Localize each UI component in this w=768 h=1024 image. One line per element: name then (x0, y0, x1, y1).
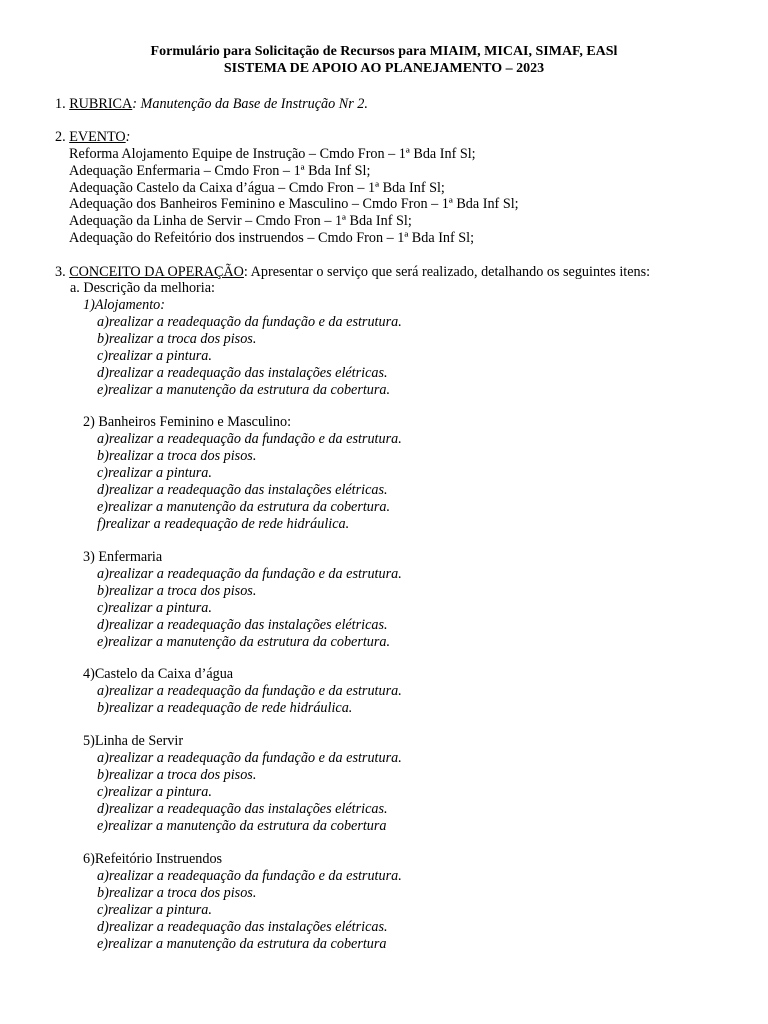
list-item-marker: c) (97, 784, 109, 800)
section-title: 6)Refeitório Instruendos (83, 851, 223, 867)
rubrica-value: Manutenção da Base de Instrução Nr 2. (140, 96, 368, 112)
list-item-marker: b) (97, 885, 109, 901)
section-list-item (97, 516, 349, 533)
section-title: 2) Banheiros Feminino e Masculino: (83, 414, 292, 430)
list-item-marker: e) (97, 634, 109, 650)
conceito-label: CONCEITO DA OPERAÇÃO (69, 264, 244, 280)
evento-heading (55, 129, 130, 146)
list-item-marker: b) (97, 448, 109, 464)
section-list-item (97, 465, 212, 482)
section-list-item (97, 482, 388, 499)
section-list-item (97, 566, 402, 583)
evento-item: Adequação do Refeitório dos instruendos – Cmdo Fron – 1ª Bda Inf Sl; (69, 230, 475, 246)
list-item-marker: e) (97, 936, 109, 952)
list-item-text: realizar a troca dos pisos. (108, 767, 257, 783)
section-list-item (97, 365, 388, 382)
list-item-marker: f) (97, 516, 106, 532)
section-list-item (97, 700, 352, 717)
list-item-text: realizar a troca dos pisos. (108, 583, 257, 599)
rubrica-number: 1. (55, 96, 66, 112)
list-item-text: realizar a readequação das instalações elétricas. (108, 482, 388, 498)
document-title-line-1: Formulário para Solicitação de Recursos para MIAIM, MICAI, SIMAF, EASl (150, 44, 618, 59)
list-item-text: realizar a pintura. (108, 902, 212, 918)
list-item-marker: c) (97, 465, 109, 481)
section-list-item (97, 818, 387, 835)
list-item-text: realizar a readequação das instalações elétricas. (108, 919, 388, 935)
list-item-text: realizar a readequação das instalações elétricas. (108, 617, 388, 633)
section-list-item (97, 382, 390, 399)
section-list-item (97, 885, 256, 902)
evento-item: Adequação Enfermaria – Cmdo Fron – 1ª Bda Inf Sl; (69, 162, 371, 179)
list-item-text: realizar a pintura. (108, 600, 212, 616)
list-item-text: realizar a readequação de rede hidráulica. (108, 700, 353, 716)
list-item-marker: a) (97, 431, 109, 447)
list-item-text: realizar a pintura. (108, 784, 212, 800)
list-item-text: realizar a troca dos pisos. (108, 448, 257, 464)
conceito-rest: : Apresentar o serviço que será realizado, detalhando os seguintes itens: (243, 264, 651, 280)
section-title: 1)Alojamento: (83, 297, 165, 313)
section-list-item (97, 801, 388, 818)
evento-item: Adequação dos Banheiros Feminino e Masculino – Cmdo Fron – 1ª Bda Inf Sl; (69, 196, 519, 213)
list-item-marker: b) (97, 700, 109, 716)
list-item-text: realizar a readequação da fundação e da estrutura. (108, 566, 402, 582)
list-item-text: realizar a readequação da fundação e da estrutura. (108, 431, 402, 447)
list-item-marker: e) (97, 818, 109, 834)
list-item-marker: d) (97, 919, 109, 935)
section-list-item (97, 784, 212, 801)
section-list-item (97, 936, 387, 953)
list-item-text: realizar a manutenção da estrutura da cobertura. (108, 634, 391, 650)
list-item-text: realizar a readequação das instalações elétricas. (108, 801, 388, 817)
list-item-marker: d) (97, 482, 109, 498)
list-item-text: realizar a pintura. (108, 348, 212, 364)
section-list-item (97, 314, 402, 331)
evento-label: EVENTO (69, 129, 126, 145)
list-item-text: realizar a readequação de rede hidráulica. (105, 516, 350, 532)
evento-item: Adequação Castelo da Caixa d’água – Cmdo Fron – 1ª Bda Inf Sl; (69, 179, 445, 196)
list-item-marker: c) (97, 902, 109, 918)
section-list-item (97, 868, 402, 885)
list-item-text: realizar a readequação das instalações elétricas. (108, 365, 388, 381)
section-list-item (97, 600, 212, 617)
list-item-marker: a) (97, 683, 109, 699)
list-item-text: realizar a manutenção da estrutura da cobertura (108, 936, 387, 952)
section-list-item (97, 499, 390, 516)
list-item-marker: d) (97, 801, 109, 817)
list-item-text: realizar a manutenção da estrutura da cobertura (108, 818, 387, 834)
list-item-marker: e) (97, 499, 109, 515)
list-item-text: realizar a manutenção da estrutura da cobertura. (108, 499, 391, 515)
section-list-item (97, 331, 256, 348)
list-item-text: realizar a pintura. (108, 465, 212, 481)
list-item-text: realizar a readequação da fundação e da estrutura. (108, 314, 402, 330)
list-item-marker: a) (97, 868, 109, 884)
section-list-item (97, 348, 212, 365)
rubrica-sep: : (132, 96, 137, 112)
list-item-marker: b) (97, 767, 109, 783)
list-item-text: realizar a readequação da fundação e da estrutura. (108, 683, 402, 699)
section-title: 3) Enfermaria (83, 549, 163, 565)
section-list-item (97, 583, 256, 600)
section-list-item (97, 767, 256, 784)
evento-item: Reforma Alojamento Equipe de Instrução – Cmdo Fron – 1ª Bda Inf Sl; (69, 146, 476, 162)
section-list-item (97, 902, 212, 919)
list-item-marker: c) (97, 348, 109, 364)
section-list-item (97, 750, 402, 767)
list-item-text: realizar a readequação da fundação e da estrutura. (108, 750, 402, 766)
list-item-marker: a) (97, 566, 109, 582)
section-list-item (97, 634, 390, 651)
list-item-marker: d) (97, 365, 109, 381)
list-item-marker: a) (97, 750, 109, 766)
section-list-item (97, 448, 256, 465)
list-item-text: realizar a readequação da fundação e da estrutura. (108, 868, 402, 884)
list-item-marker: c) (97, 600, 109, 616)
evento-number: 2. (55, 129, 66, 145)
list-item-text: realizar a troca dos pisos. (108, 331, 257, 347)
section-list-item (97, 617, 388, 634)
section-list-item (97, 683, 402, 700)
list-item-text: realizar a troca dos pisos. (108, 885, 257, 901)
conceito-heading (55, 264, 650, 281)
list-item-marker: e) (97, 382, 109, 398)
list-item-marker: b) (97, 331, 109, 347)
list-item-marker: d) (97, 617, 109, 633)
evento-sep: : (125, 129, 131, 145)
section-title: 5)Linha de Servir (83, 733, 184, 749)
document-title-line-2: SISTEMA DE APOIO AO PLANEJAMENTO – 2023 (223, 61, 545, 76)
rubrica-label: RUBRICA (69, 96, 133, 112)
section-title: 4)Castelo da Caixa d’água (83, 666, 234, 682)
list-item-marker: b) (97, 583, 109, 599)
section-list-item (97, 431, 402, 448)
rubrica-line (55, 96, 368, 113)
list-item-text: realizar a manutenção da estrutura da cobertura. (108, 382, 391, 398)
evento-item: Adequação da Linha de Servir – Cmdo Fron – 1ª Bda Inf Sl; (69, 213, 412, 230)
list-item-marker: a) (97, 314, 109, 330)
conceito-sub-a: a. Descrição da melhoria: (70, 280, 215, 296)
section-list-item (97, 919, 388, 936)
conceito-number: 3. (55, 264, 66, 280)
